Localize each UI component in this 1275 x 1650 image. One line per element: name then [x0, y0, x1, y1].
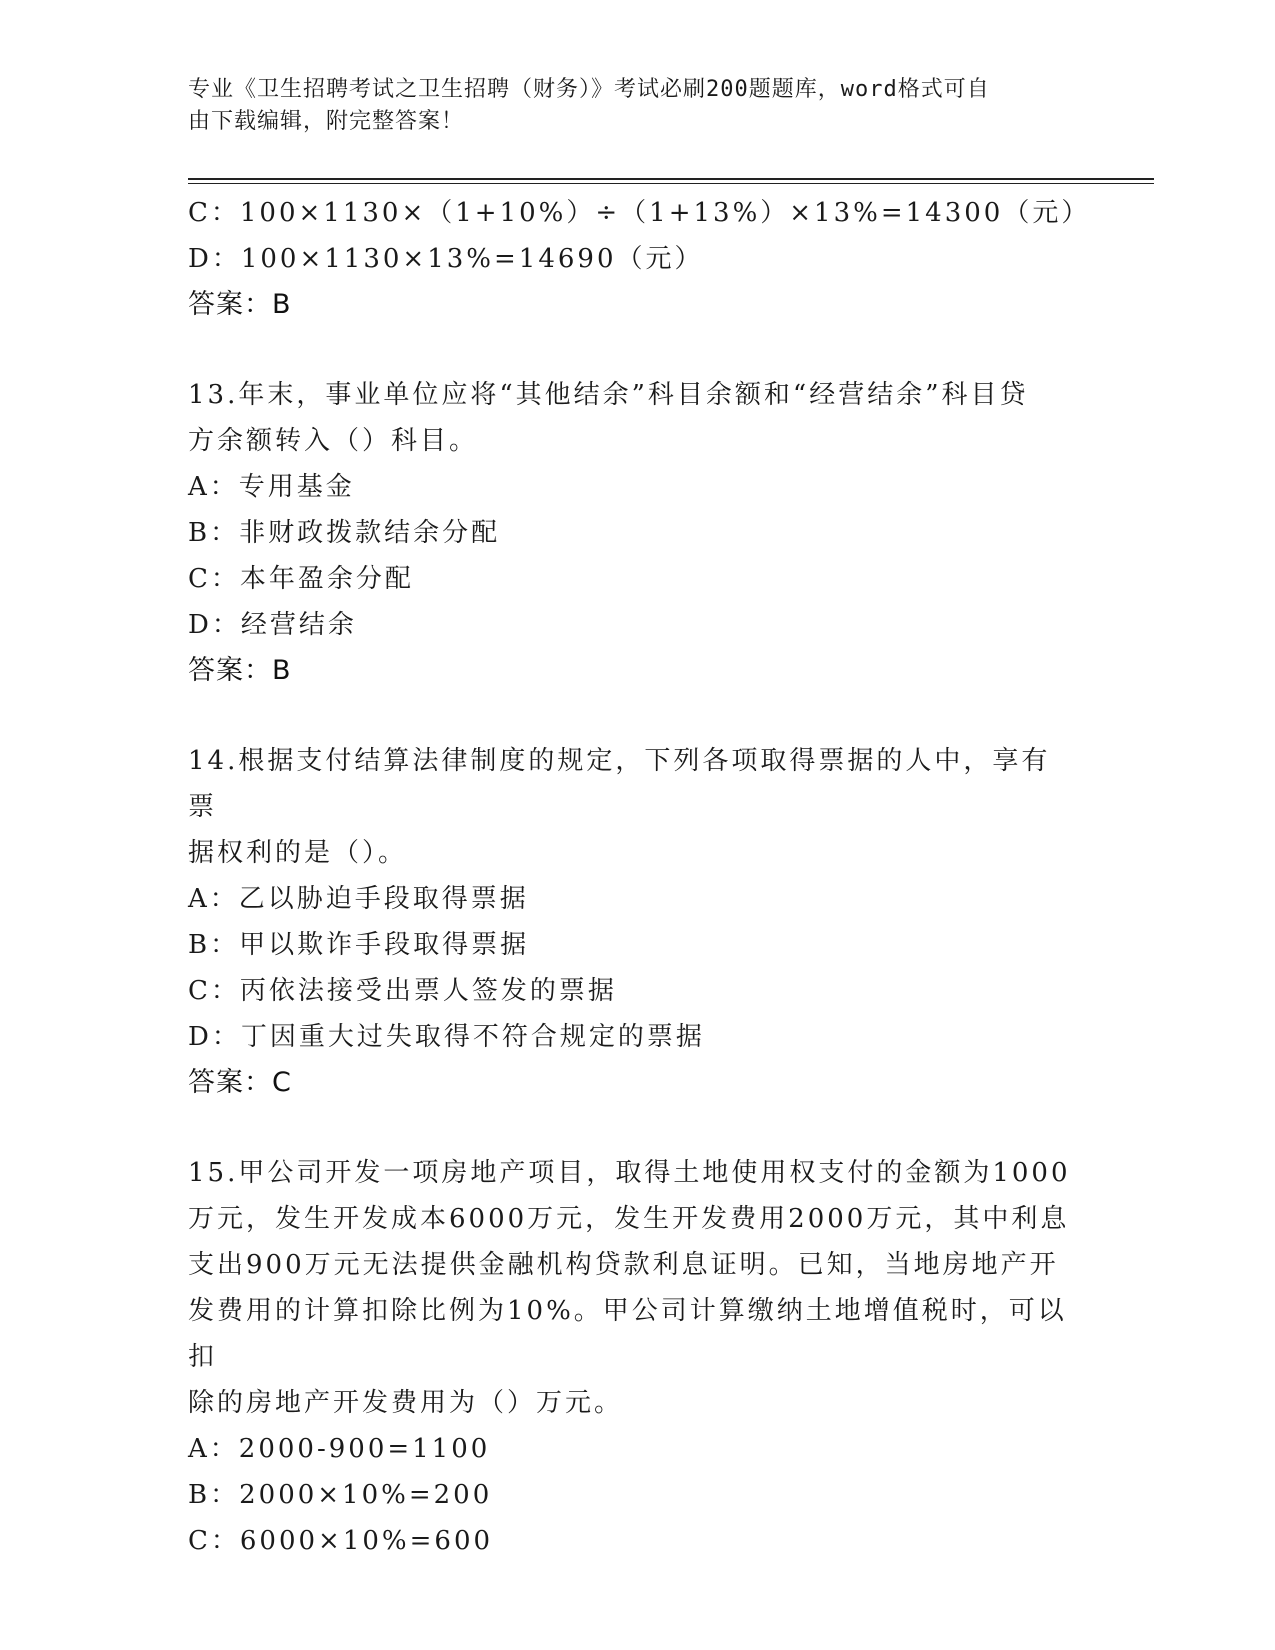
spacer — [188, 1106, 1088, 1150]
header-note-line-1: 专业《卫生招聘考试之卫生招聘（财务）》考试必刷200题题库，word格式可自 — [188, 77, 990, 102]
q14-option-a: A：乙以胁迫手段取得票据 — [188, 884, 529, 914]
q15-option-c: C：6000×10%=600 — [188, 1526, 494, 1556]
q15-stem-line-5: 除的房地产开发费用为（）万元。 — [188, 1388, 624, 1418]
question-15 — [188, 1150, 1088, 1564]
header-note — [188, 74, 1068, 138]
q14-option-c: C：丙依法接受出票人签发的票据 — [188, 976, 617, 1006]
q14-option-d: D：丁因重大过失取得不符合规定的票据 — [188, 1022, 705, 1052]
q13-stem-line-1: 13.年末，事业单位应将“其他结余”科目余额和“经营结余”科目贷 — [188, 380, 1029, 410]
q13-option-a: A：专用基金 — [188, 472, 355, 502]
q15-option-a: A：2000-900=1100 — [188, 1434, 491, 1464]
q15-stem-line-4: 发费用的计算扣除比例为10%。甲公司计算缴纳土地增值税时，可以扣 — [188, 1296, 1067, 1372]
q15-stem-line-3: 支出900万元无法提供金融机构贷款利息证明。已知，当地房地产开 — [188, 1250, 1059, 1280]
q12-option-d: D：100×1130×13%=14690（元） — [188, 244, 704, 274]
spacer — [188, 694, 1088, 738]
q15-stem-line-2: 万元，发生开发成本6000万元，发生开发费用2000万元，其中利息 — [188, 1204, 1070, 1234]
q13-answer: 答案：B — [188, 655, 292, 686]
q15-stem-line-1: 15.甲公司开发一项房地产项目，取得土地使用权支付的金额为1000 — [188, 1158, 1071, 1188]
q13-option-b: B：非财政拨款结余分配 — [188, 518, 501, 548]
spacer — [188, 328, 1088, 372]
q13-option-c: C：本年盈余分配 — [188, 564, 414, 594]
question-content — [188, 190, 1091, 1564]
q14-answer: 答案：C — [188, 1067, 292, 1098]
question-14 — [188, 738, 1088, 1106]
q13-option-d: D：经营结余 — [188, 610, 357, 640]
q12-answer: 答案：B — [188, 289, 292, 320]
question-12-tail — [188, 190, 1091, 328]
q15-option-b: B：2000×10%=200 — [188, 1480, 493, 1510]
question-13 — [188, 372, 1088, 694]
header-divider-thin — [188, 183, 1154, 184]
header-note-line-2: 由下载编辑，附完整答案！ — [188, 109, 465, 134]
header-divider-thick — [188, 178, 1154, 180]
q14-option-b: B：甲以欺诈手段取得票据 — [188, 930, 530, 960]
q12-option-c: C：100×1130×（1+10%）÷（1+13%）×13%=14300（元） — [188, 198, 1091, 228]
q13-stem-line-2: 方余额转入（）科目。 — [188, 426, 479, 456]
q14-stem-line-2: 据权利的是（）。 — [188, 838, 408, 868]
q14-stem-line-1: 14.根据支付结算法律制度的规定，下列各项取得票据的人中，享有票 — [188, 746, 1051, 822]
